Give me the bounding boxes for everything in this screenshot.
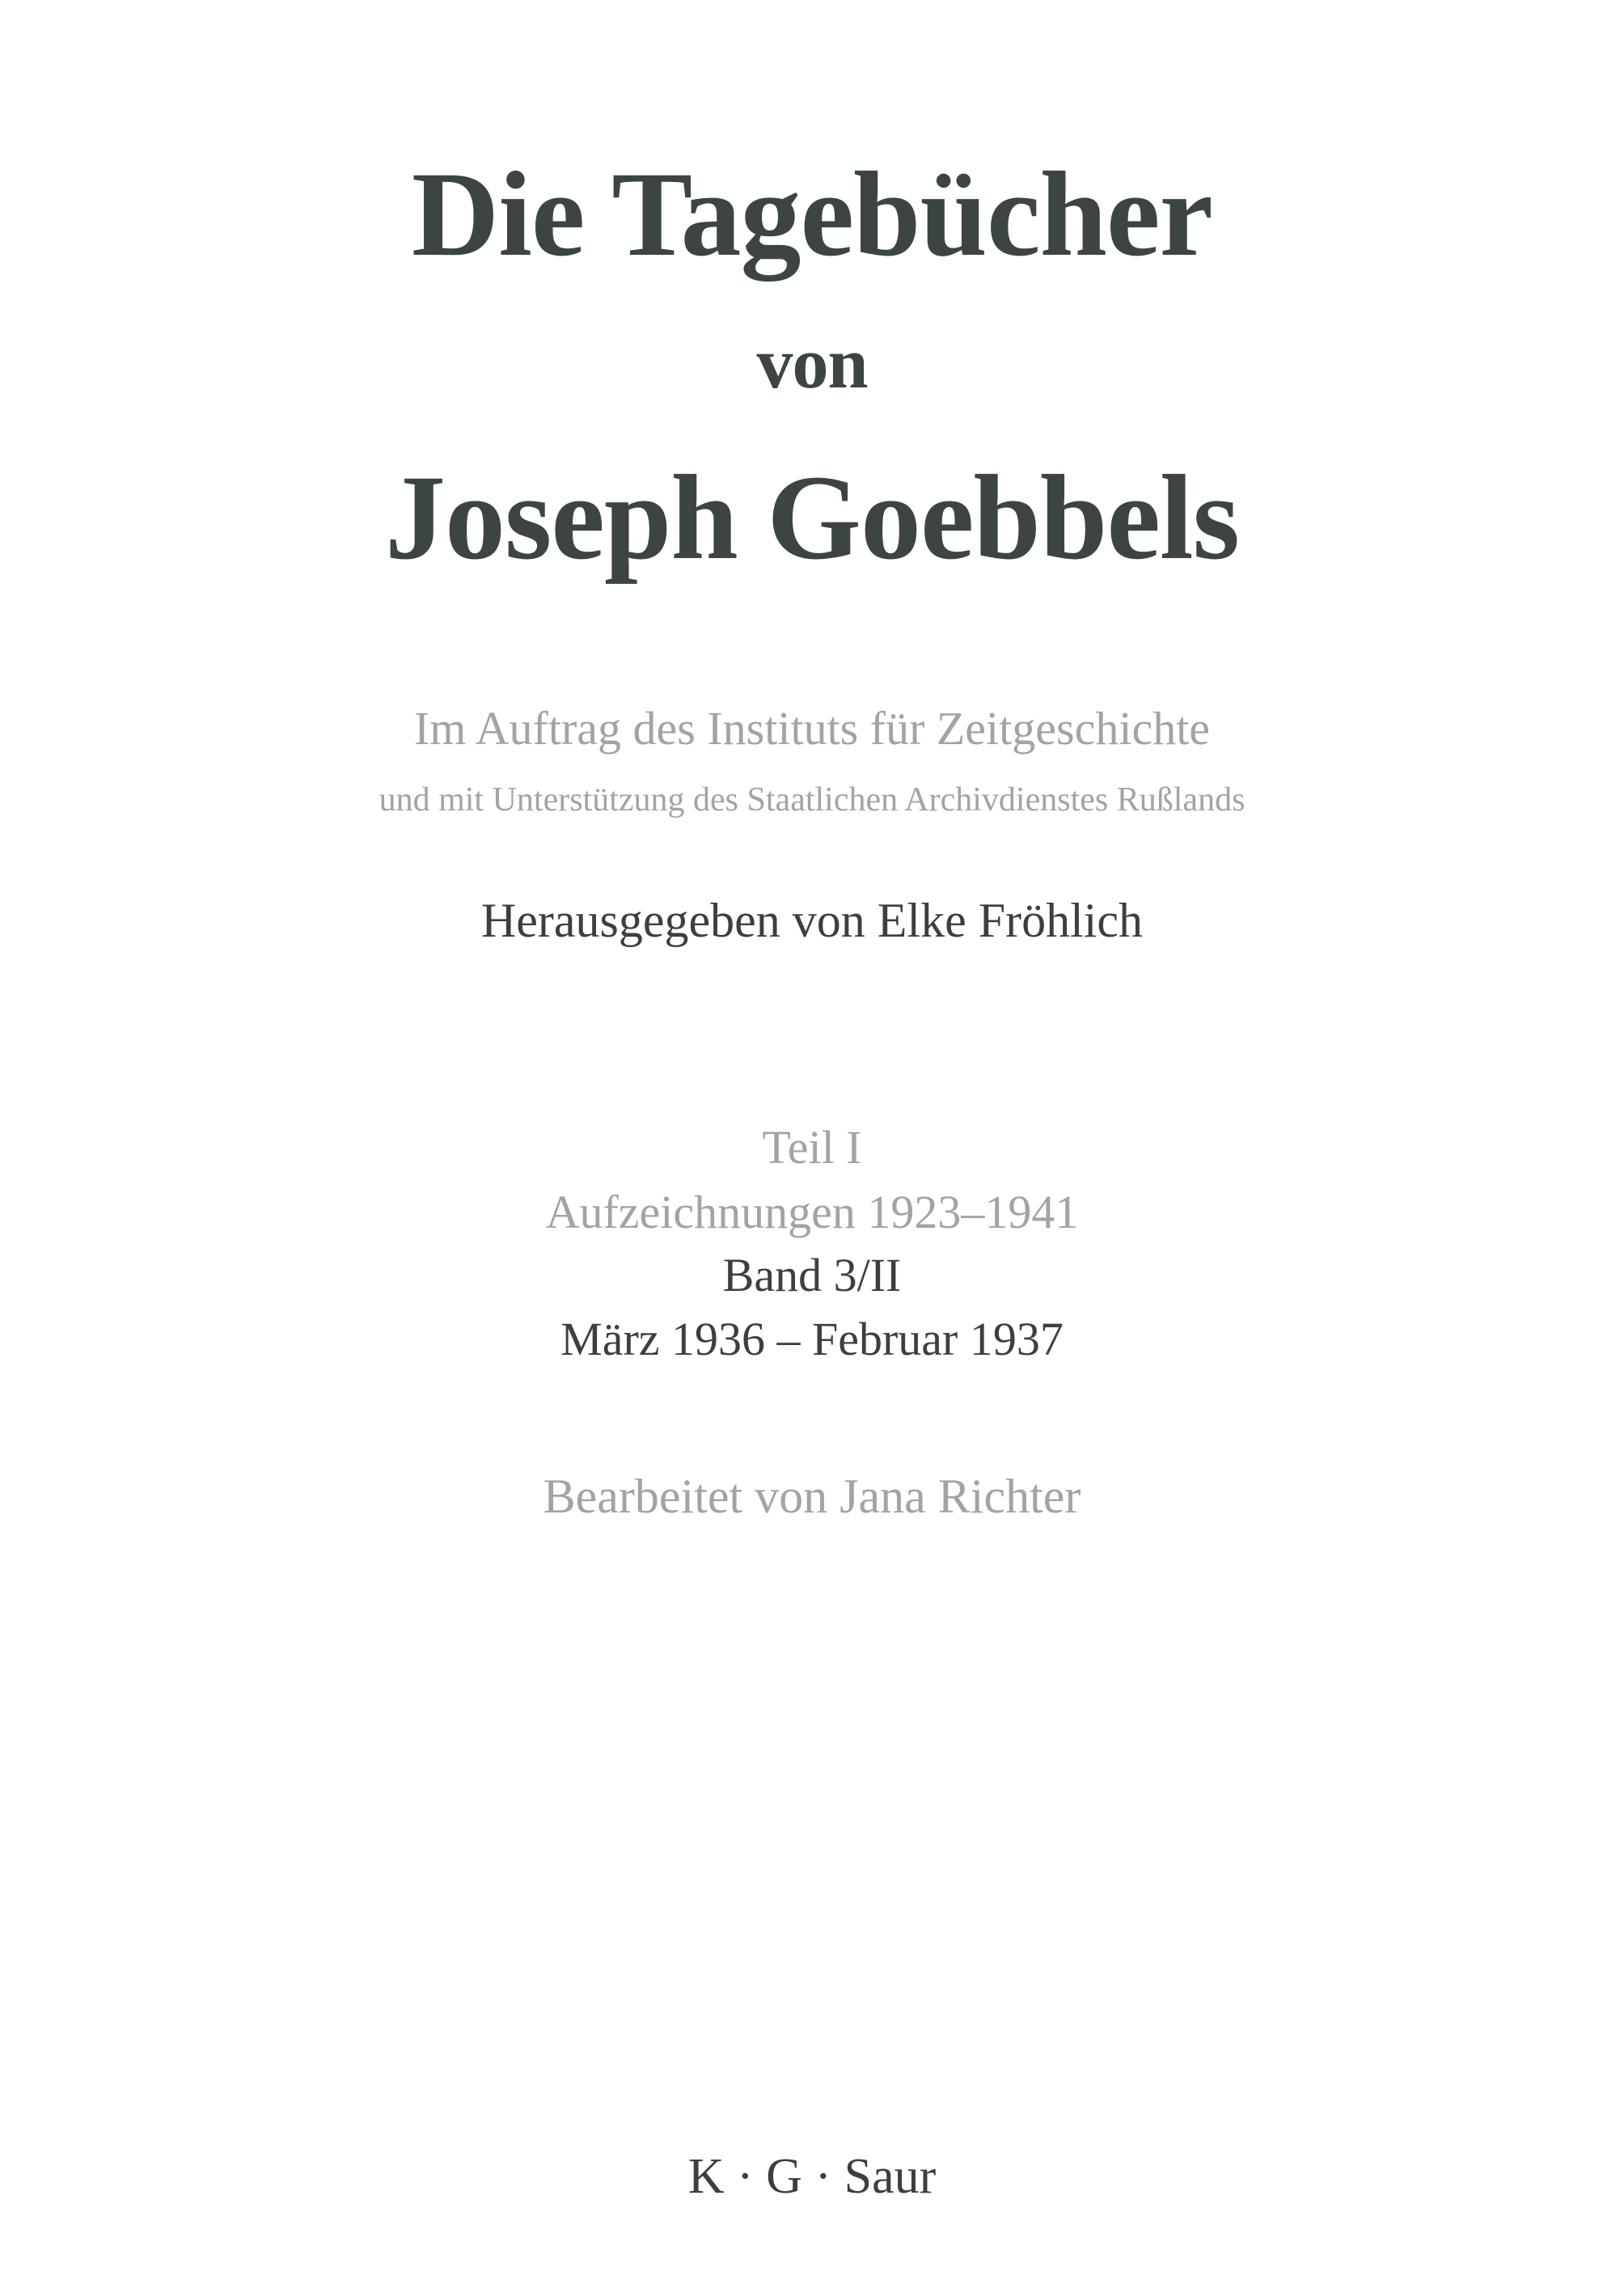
book-title-line-1: Die Tagebücher bbox=[411, 147, 1213, 281]
publisher-name: K · G · Saur bbox=[687, 2149, 937, 2204]
records-label: Aufzeichnungen 1923–1941 bbox=[545, 1186, 1079, 1238]
book-title-line-3: Joseph Goebbels bbox=[384, 451, 1240, 585]
support-statement: und mit Unterstützung des Staatlichen Archivdienstes Rußlands bbox=[379, 781, 1245, 819]
part-label: Teil I bbox=[762, 1121, 862, 1174]
editor-credit: Herausgegeben von Elke Fröhlich bbox=[480, 894, 1144, 947]
date-range-label: März 1936 – Februar 1937 bbox=[560, 1313, 1064, 1365]
volume-label: Band 3/II bbox=[722, 1249, 902, 1301]
edited-by-credit: Bearbeitet von Jana Richter bbox=[543, 1470, 1081, 1523]
commission-statement: Im Auftrag des Instituts für Zeitgeschichte bbox=[413, 702, 1211, 755]
book-title-line-2: von bbox=[756, 324, 868, 404]
